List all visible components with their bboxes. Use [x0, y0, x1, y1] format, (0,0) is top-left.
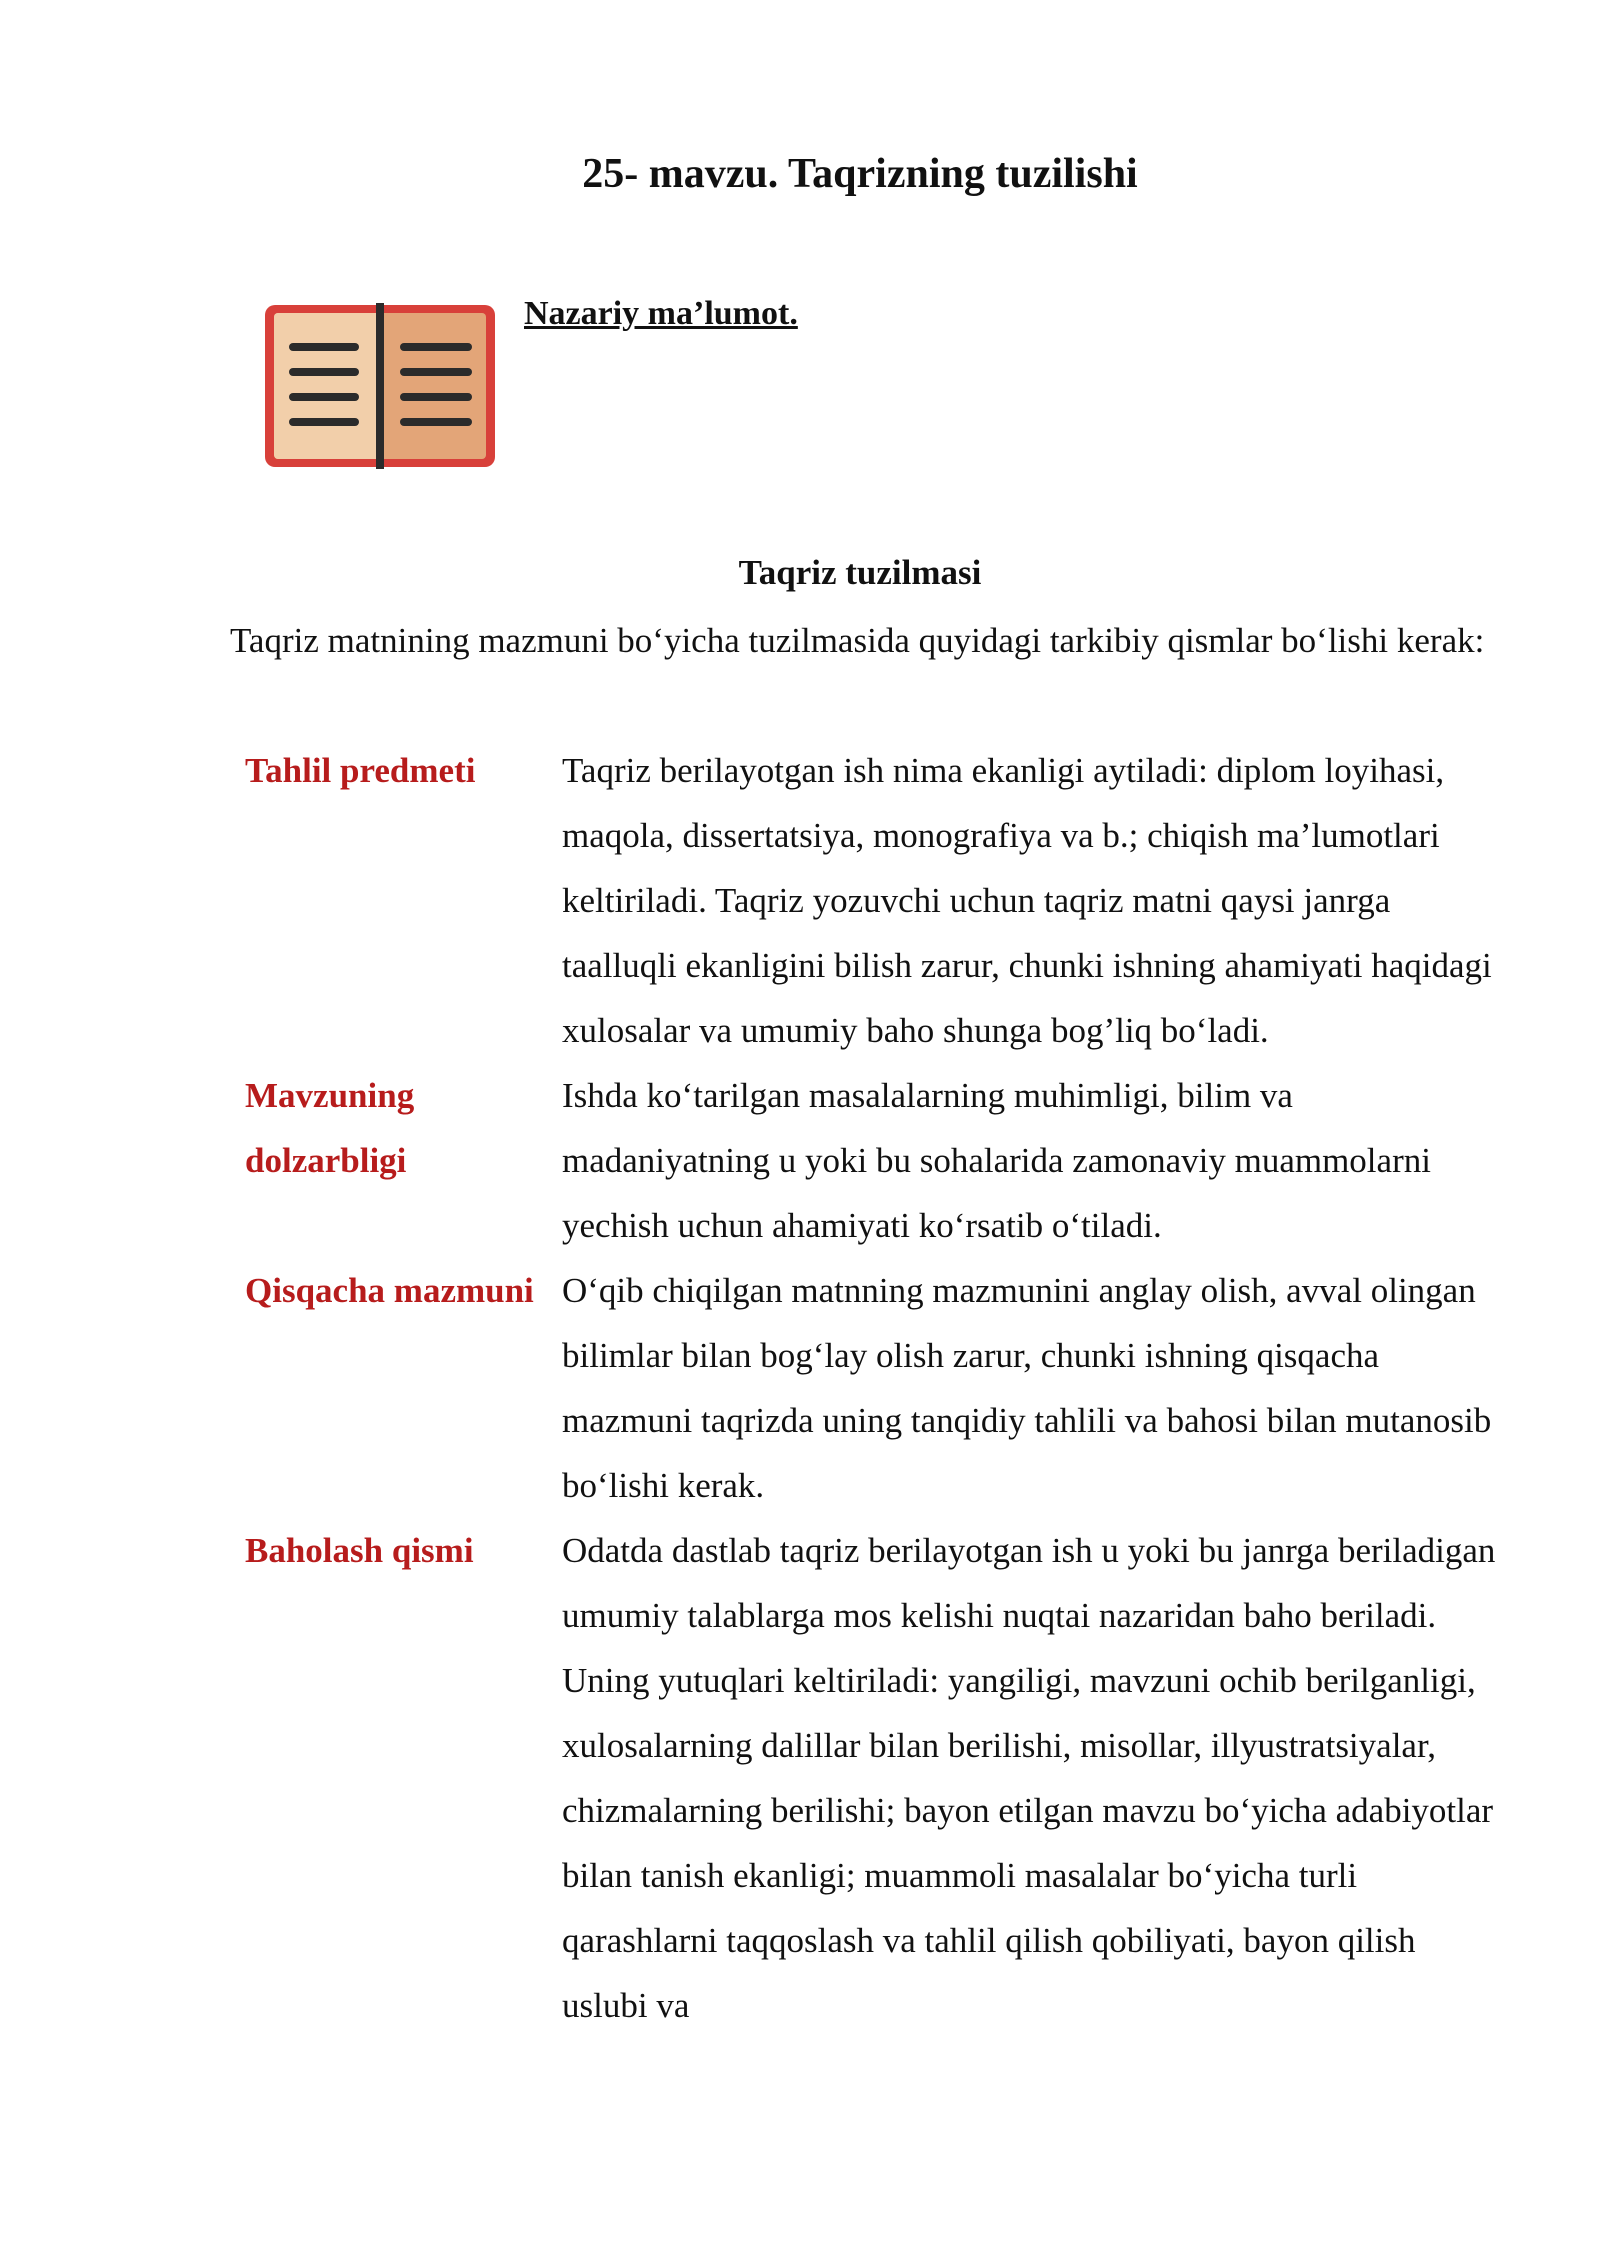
term-description: O‘qib chiqilgan matnning mazmunini anglay olish, avval olingan bilimlar bilan bog‘lay olish zarur, chunki ishning qisqacha mazmuni taqrizda uning tanqidiy tahlili va bahosi bilan mutanosib bo‘lishi kerak. — [562, 1271, 1492, 1505]
structure-row — [230, 1063, 1500, 1258]
term-label: Tahlil predmeti — [245, 751, 476, 790]
theory-heading: Nazariy ma’lumot. — [524, 295, 798, 332]
open-book-icon — [264, 303, 496, 469]
intro-paragraph: Taqriz matnining mazmuni bo‘yicha tuzilmasida quyidagi tarkibiy qismlar bo‘lishi kerak: — [230, 621, 1485, 660]
term-description: Odatda dastlab taqriz berilayotgan ish u yoki bu janrga beriladigan umumiy talablarga mos kelishi nuqtai nazaridan baho beriladi. Uning yutuqlari keltiriladi: yangiligi, mavzuni ochib berilganligi, xulosalarning dalillar bilan berilishi, misollar, illyustratsiyalar, chizmalarning berilishi; bayon etilgan mavzu bo‘yicha adabiyotlar bilan tanish ekanligi; muammoli masalalar bo‘yicha turli qarashlarni taqqoslash va tahlil qilish qobiliyati, bayon qilish uslubi va — [562, 1531, 1496, 2025]
term-description: Taqriz berilayotgan ish nima ekanligi aytiladi: diplom loyihasi, maqola, dissertatsiya, monografiya va b.; chiqish ma’lumotlari keltiriladi. Taqriz yozuvchi uchun taqriz matni qaysi janrga taalluqli ekanligini bilish zarur, chunki ishning ahamiyati haqidagi xulosalar va umumiy baho shunga bog’liq bo‘ladi. — [562, 751, 1492, 1050]
page-title: 25- mavzu. Taqrizning tuzilishi — [582, 151, 1138, 197]
section-heading: Taqriz tuzilmasi — [738, 553, 982, 592]
structure-row — [230, 738, 1500, 1063]
term-label: Baholash qismi — [245, 1531, 474, 1570]
term-label: Mavzuning dolzarbligi — [245, 1076, 415, 1180]
structure-list — [230, 738, 1500, 2038]
term-label: Qisqacha mazmuni — [245, 1271, 534, 1310]
term-description: Ishda ko‘tarilgan masalalarning muhimligi, bilim va madaniyatning u yoki bu sohalarida zamonaviy muammolarni yechish uchun ahamiyati ko‘rsatib o‘tiladi. — [562, 1076, 1431, 1245]
structure-row — [230, 1258, 1500, 1518]
structure-row — [230, 1518, 1500, 2038]
